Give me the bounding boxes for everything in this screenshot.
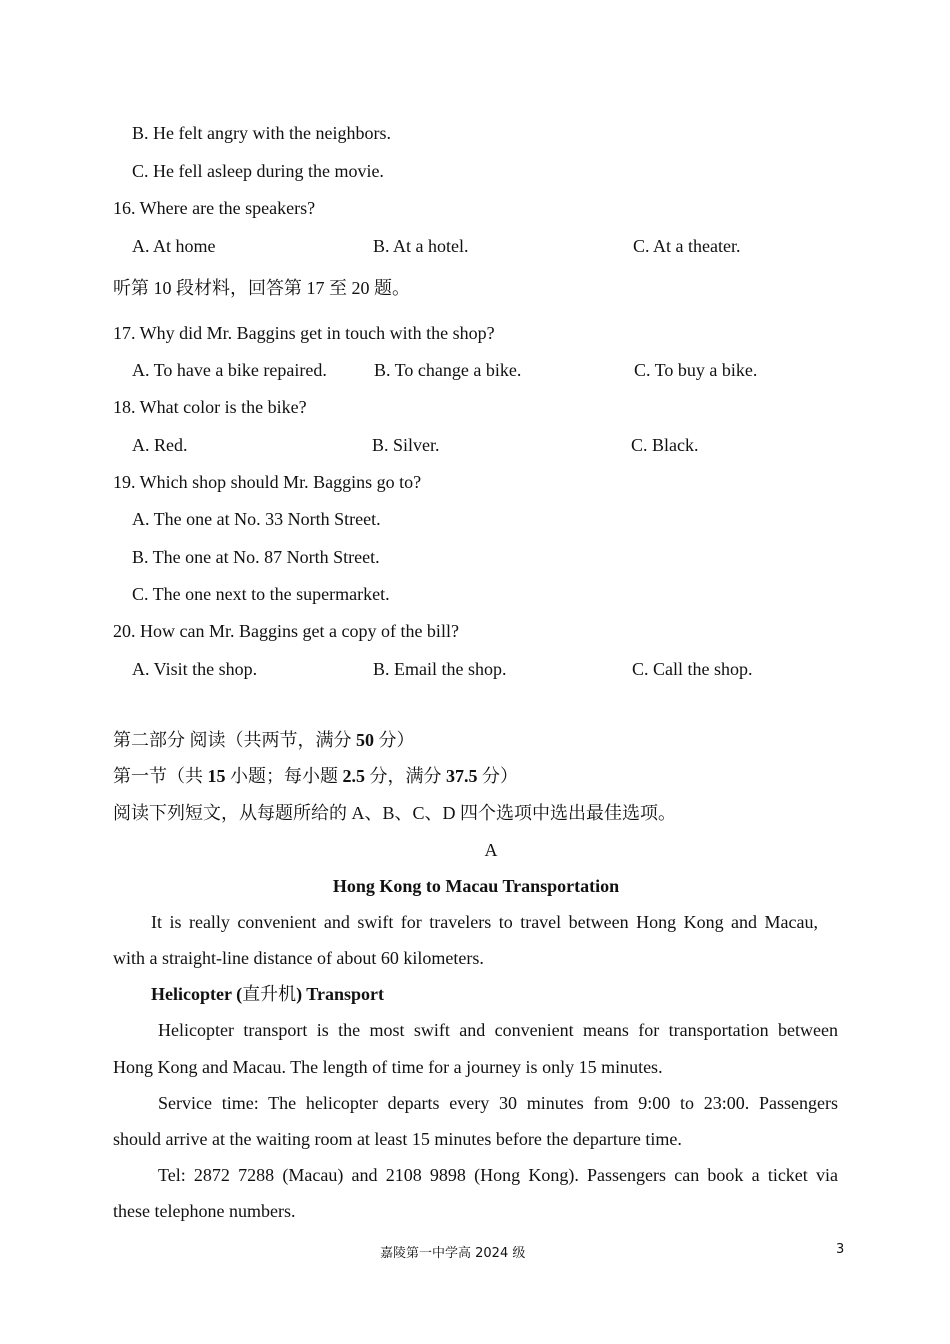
intro-line-2: with a straight-line distance of about 60 kilometers. (113, 948, 484, 968)
q15-option-b: B. He felt angry with the neighbors. (132, 123, 391, 143)
q18-option-b: B. Silver. (372, 435, 440, 455)
passage-label: A (484, 840, 498, 860)
passage-title: Hong Kong to Macau Transportation (332, 876, 620, 896)
q20-question: 20. How can Mr. Baggins get a copy of the bill? (113, 621, 459, 641)
tel-line-1: Tel: 2872 7288 (Macau) and 2108 9898 (Hong Kong). Passengers can book a ticket via (158, 1165, 838, 1185)
footer-school: 嘉陵第一中学高 2024 级 (380, 1246, 526, 1261)
reading-instruction: 阅读下列短文，从每题所给的 A、B、C、D 四个选项中选出最佳选项。 (113, 803, 677, 823)
part2-heading: 第二部分 阅读（共两节，满分 50 分） (113, 730, 415, 750)
q20-option-c: C. Call the shop. (632, 659, 753, 679)
section1-heading: 第一节（共 15 小题；每小题 2.5 分，满分 37.5 分） (113, 766, 518, 786)
intro-line-1: It is really convenient and swift for travelers to travel between Hong Kong and Macau, (151, 912, 818, 932)
q19-option-c: C. The one next to the supermarket. (132, 584, 390, 604)
q17-option-b: B. To change a bike. (374, 360, 522, 380)
q20-option-a: A. Visit the shop. (132, 659, 258, 679)
page-number: 3 (836, 1242, 845, 1257)
q15-option-c: C. He fell asleep during the movie. (132, 161, 384, 181)
q16-option-a: A. At home (132, 236, 216, 256)
helicopter-heading: Helicopter (直升机) Transport (151, 984, 384, 1004)
q19-option-b: B. The one at No. 87 North Street. (132, 547, 380, 567)
helicopter-para-line-1: Helicopter transport is the most swift and convenient means for transportation between (158, 1020, 838, 1040)
q19-question: 19. Which shop should Mr. Baggins go to? (113, 472, 422, 492)
q16-option-c: C. At a theater. (633, 236, 741, 256)
helicopter-para-line-2: Hong Kong and Macau. The length of time for a journey is only 15 minutes. (113, 1057, 663, 1077)
q17-option-a: A. To have a bike repaired. (132, 360, 327, 380)
q17-question: 17. Why did Mr. Baggins get in touch with the shop? (113, 323, 495, 343)
q20-option-b: B. Email the shop. (373, 659, 507, 679)
q18-option-c: C. Black. (631, 435, 699, 455)
tel-line-2: these telephone numbers. (113, 1201, 296, 1221)
q19-option-a: A. The one at No. 33 North Street. (132, 509, 381, 529)
q17-option-c: C. To buy a bike. (634, 360, 758, 380)
q16-option-b: B. At a hotel. (373, 236, 469, 256)
service-time-line-1: Service time: The helicopter departs every 30 minutes from 9:00 to 23:00. Passengers (158, 1093, 838, 1113)
q18-option-a: A. Red. (132, 435, 188, 455)
q16-question: 16. Where are the speakers? (113, 198, 316, 218)
q18-question: 18. What color is the bike? (113, 397, 307, 417)
service-time-line-2: should arrive at the waiting room at least 15 minutes before the departure time. (113, 1129, 682, 1149)
section-note: 听第 10 段材料，回答第 17 至 20 题。 (113, 278, 410, 298)
